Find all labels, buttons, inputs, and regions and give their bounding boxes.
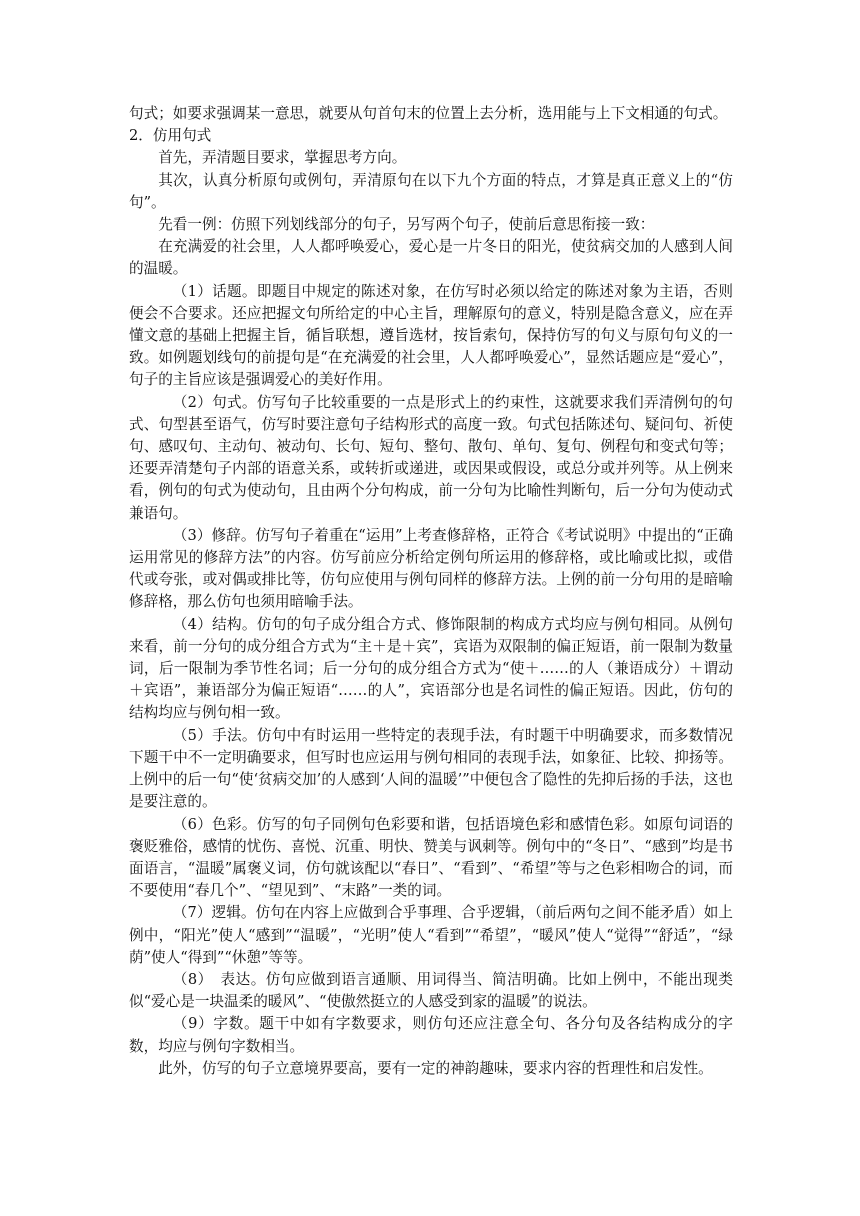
item-rhetoric-paragraph: （3）修辞。仿写句子着重在“运用”上考查修辞格，正符合《考试说明》中提出的“正确运用常见的修辞方法”的内容。仿写前应分析给定例句所运用的修辞格，或比喻或比拟，或借代或夸张，或对偶或排比等，仿句应使用与例句同样的修辞方法。上例的前一分句用的是暗喻修辞格，那么仿句也须用暗喻手法。 [129,526,733,611]
item-technique-paragraph: （5）手法。仿句中有时运用一些特定的表现手法，有时题干中明确要求，而多数情况下题干中不一定明确要求，但写时也应运用与例句相同的表现手法，如象征、比较、抑扬等。上例中的后一句“使‘贫病交加’的人感到‘人间的温暖’”中便包含了隐性的先抑后扬的手法，这也是要注意的。 [129,726,733,811]
document-page [129,103,733,1080]
first-step-paragraph: 首先，弄清题目要求，掌握思考方向。 [158,149,407,167]
item-topic-paragraph: （1）话题。即题目中规定的陈述对象，在仿写时必须以给定的陈述对象为主语，否则便会不合要求。还应把握文句所给定的中心主旨，理解原句的意义，特别是隐含意义，应在弄懂文意的基础上把握主旨，循旨联想，遵旨选材，按旨索句，保持仿写的句义与原句句义的一致。如例题划线句的前提句是“在充满爱的社会里，人人都呼唤爱心”，显然话题应是“爱心”，句子的主旨应该是强调爱心的美好作用。 [129,282,733,389]
example-intro-paragraph: 先看一例：仿照下列划线部分的句子，另写两个句子，使前后意思衔接一致： [158,216,655,234]
second-step-paragraph: 其次，认真分析原句或例句，弄清原句在以下九个方面的特点，才算是真正意义上的“仿句”。 [129,171,733,211]
example-sentence-paragraph: 在充满爱的社会里，人人都呼唤爱心，爱心是一片冬日的阳光，使贫病交加的人感到人间的温暖。 [129,238,733,278]
item-logic-paragraph: （7）逻辑。仿句在内容上应做到合乎事理、合乎逻辑，（前后两句之间不能矛盾）如上例中，“阳光”使人“感到”“温暖”，“光明”使人“看到”“希望”，“暖风”使人“觉得”“舒适”，“绿荫”使人“得到”“休憩”等等。 [129,904,733,966]
closing-paragraph: 此外，仿写的句子立意境界要高，要有一定的神韵趣味，要求内容的哲理性和启发性。 [158,1059,713,1077]
item-structure-paragraph: （4）结构。仿句的句子成分组合方式、修饰限制的构成方式均应与例句相同。从例句来看，前一分句的成分组合方式为“主＋是＋宾”，宾语为双限制的偏正短语，前一限制为数量词，后一限制为季节性名词；后一分句的成分组合方式为“使＋……的人（兼语成分）＋谓动＋宾语”，兼语部分为偏正短语“……的人”，宾语部分也是名词性的偏正短语。因此，仿句的结构均应与例句相一致。 [129,615,733,722]
section-heading: 2．仿用句式 [129,127,212,145]
intro-continued-paragraph: 句式；如要求强调某一意思，就要从句首句末的位置上去分析，选用能与上下文相通的句式。 [129,105,728,122]
item-word-count-paragraph: （9）字数。题干中如有字数要求，则仿句还应注意全句、各分句及各结构成分的字数，均应与例句字数相当。 [129,1015,733,1055]
item-expression-paragraph: （8） 表达。仿句应做到语言通顺、用词得当、简洁明确。比如上例中，不能出现类似“爱心是一块温柔的暖风”、“使傲然挺立的人感受到家的温暖”的说法。 [129,970,733,1011]
item-tone-paragraph: （6）色彩。仿写的句子同例句色彩要和谐，包括语境色彩和感情色彩。如原句词语的褒贬雅俗，感情的忧伤、喜悦、沉重、明快、赞美与讽刺等。例句中的“冬日”、“感到”均是书面语言，“温暖”属褒义词，仿句就该配以“春日”、“看到”、“希望”等与之色彩相吻合的词，而不要使用“春几个”、“望见到”、“末路”一类的词。 [129,815,733,900]
item-sentence-pattern-paragraph: （2）句式。仿写句子比较重要的一点是形式上的约束性，这就要求我们弄清例句的句式、句型甚至语气，仿写时要注意句子结构形式的高度一致。句式包括陈述句、疑问句、祈使句、感叹句、主动句、被动句、长句、短句、整句、散句、单句、复句、例程句和变式句等；还要弄清楚句子内部的语意关系，或转折或递进，或因果或假设，或总分或并列等。从上例来看，例句的句式为使动句，且由两个分句构成，前一分句为比喻性判断句，后一分句为使动式兼语句。 [129,393,733,522]
